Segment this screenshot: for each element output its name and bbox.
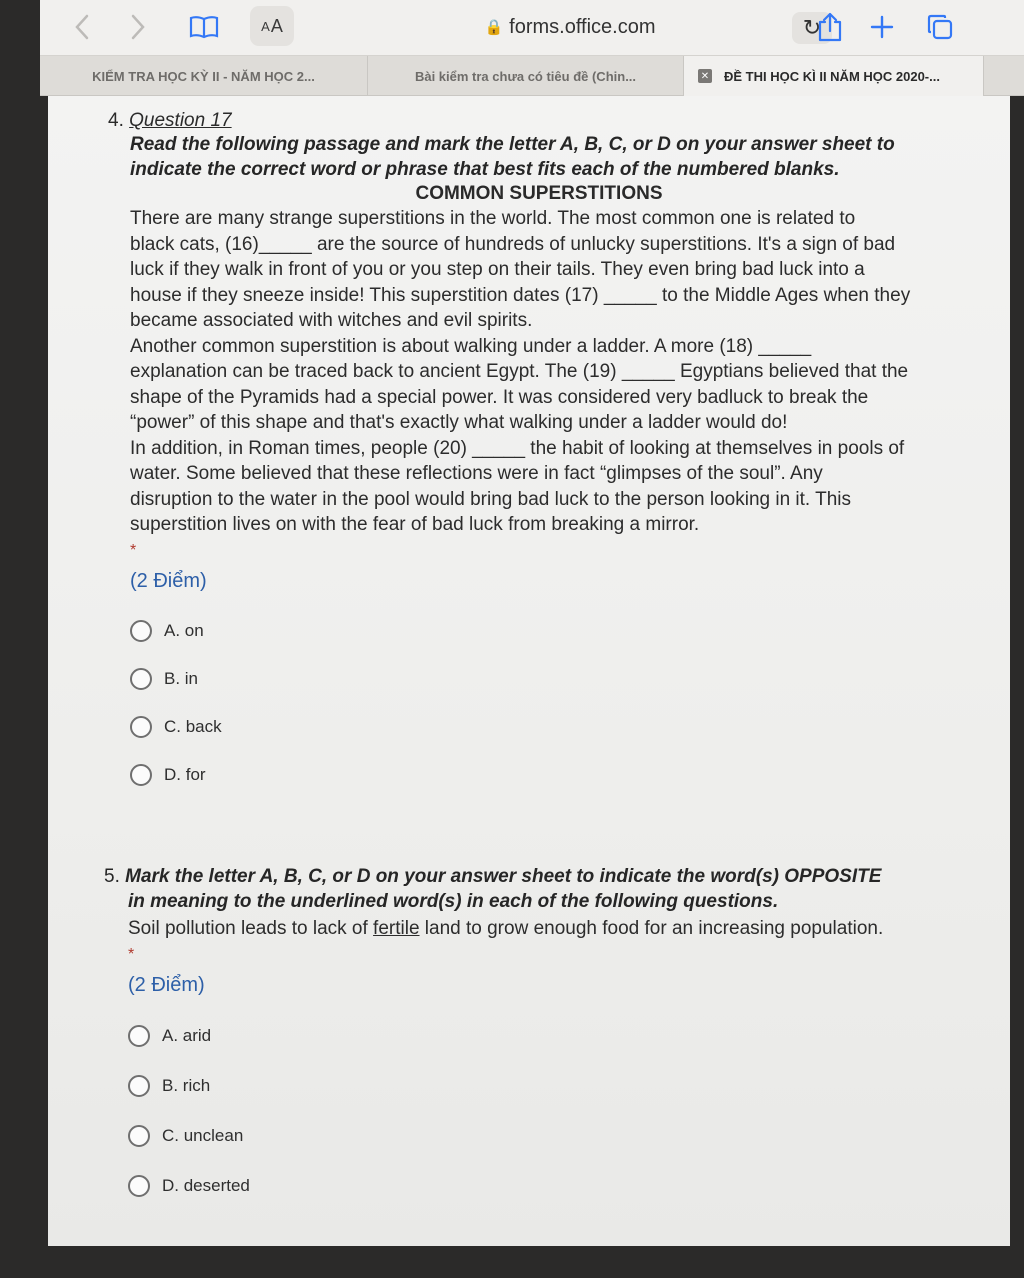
passage-line: shape of the Pyramids had a special power. It was considered very badluck to break the (130, 386, 869, 408)
back-icon[interactable] (62, 10, 102, 44)
radio-button[interactable] (128, 1125, 150, 1147)
options-group (130, 607, 948, 799)
question-4 (108, 110, 948, 799)
option-c[interactable] (128, 1111, 984, 1161)
option-label: C. unclean (162, 1125, 244, 1145)
option-c[interactable] (130, 703, 948, 751)
option-d[interactable] (130, 751, 948, 799)
tab-label: ĐỀ THI HỌC KÌ II NĂM HỌC 2020-... (724, 68, 940, 84)
question-number: 5. (104, 866, 120, 887)
browser-toolbar (40, 0, 1024, 56)
passage-title: COMMON SUPERSTITIONS (415, 183, 663, 204)
instruction-line-1: Read the following passage and mark the letter A, B, C, or D on your answer sheet to (130, 134, 895, 155)
question-title-link[interactable]: Question 17 (129, 110, 232, 131)
passage-line: In addition, in Roman times, people (20) _____ the habit of looking at themselves in pools of (130, 437, 905, 459)
question-5 (104, 864, 984, 1211)
tab-label: Bài kiểm tra chưa có tiêu đề (Chin... (414, 68, 637, 84)
option-label: B. rich (162, 1075, 211, 1095)
radio-button[interactable] (130, 620, 152, 642)
question-5-instruction-1 (104, 864, 984, 889)
radio-button[interactable] (130, 716, 152, 738)
option-label: C. back (164, 716, 222, 736)
option-a[interactable] (130, 607, 948, 655)
radio-button[interactable] (128, 1175, 150, 1197)
reload-icon: ↻ (802, 15, 822, 40)
required-mark: * (128, 945, 135, 963)
tabs-overview-icon[interactable] (920, 10, 960, 44)
sentence-start: Soil pollution leads to lack of (128, 918, 374, 939)
radio-button[interactable] (130, 764, 152, 786)
aa-label: A (270, 15, 283, 36)
question-number: 4. (108, 110, 124, 131)
tab-bai-kiem-tra[interactable] (368, 56, 684, 96)
instruction-text: Mark the letter A, B, C, or D on your answer sheet to indicate the word(s) OPPOSITE (125, 866, 882, 887)
passage-line: became associated with witches and evil spirits. (130, 310, 533, 331)
passage-line: disruption to the water in the pool would bring bad luck to the person looking in it. This (130, 488, 852, 510)
passage-line: explanation can be traced back to ancient Egypt. The (19) _____ Egyptians believed that the (130, 361, 909, 382)
passage-line: superstition lives on with the fear of bad luck from breaking a mirror. (130, 514, 700, 535)
option-b[interactable] (130, 655, 948, 703)
address-bar[interactable] (420, 10, 720, 44)
sentence-end: land to grow enough food for an increasing population. (419, 918, 884, 939)
new-tab-icon[interactable] (862, 10, 902, 44)
lock-icon: 🔒 (484, 19, 504, 36)
option-d[interactable] (128, 1161, 984, 1211)
option-b[interactable] (128, 1061, 984, 1111)
tab-de-thi-active[interactable] (684, 56, 984, 96)
close-tab-icon[interactable]: ✕ (698, 69, 712, 83)
passage-line: “power” of this shape and that's exactly what walking under a ladder would do! (130, 412, 788, 433)
option-label: D. deserted (162, 1175, 250, 1195)
required-mark: * (130, 541, 137, 559)
forward-icon[interactable] (118, 10, 158, 44)
passage-line: house if they sneeze inside! This superstition dates (17) _____ to the Middle Ages when they (130, 284, 911, 306)
question-sentence (128, 916, 984, 942)
points-label: (2 Điểm) (128, 973, 205, 996)
option-label: D. for (164, 764, 206, 784)
question-4-header (108, 110, 948, 132)
form-page (48, 96, 1010, 1246)
reader-settings-button[interactable] (250, 6, 294, 46)
tab-bar (40, 56, 1024, 96)
option-a[interactable] (128, 1011, 984, 1061)
option-label: A. arid (162, 1025, 212, 1045)
url-text: forms.office.com (509, 15, 656, 38)
tab-kiem-tra[interactable] (40, 56, 368, 96)
option-label: B. in (164, 668, 199, 688)
passage-line: Another common superstition is about walking under a ladder. A more (18) _____ (130, 335, 812, 357)
options-group (128, 1011, 984, 1211)
share-icon[interactable] (810, 10, 850, 44)
underlined-word: fertile (373, 918, 420, 939)
instruction-line-2: in meaning to the underlined word(s) in each of the following questions. (128, 891, 779, 912)
radio-button[interactable] (130, 668, 152, 690)
radio-button[interactable] (128, 1025, 150, 1047)
radio-button[interactable] (128, 1075, 150, 1097)
passage-line: luck if they walk in front of you or you step on their tails. They even bring bad luck into a (130, 259, 865, 280)
passage-line: black cats, (16)_____ are the source of hundreds of unlucky superstitions. It's a sign of bad (130, 233, 896, 255)
instruction-line-2: indicate the correct word or phrase that best fits each of the numbered blanks. (130, 159, 840, 180)
bookmarks-icon[interactable] (184, 10, 224, 44)
passage-line: water. Some believed that these reflections were in fact “glimpses of the soul”. Any (130, 463, 823, 484)
aa-small-letter: A (261, 18, 270, 34)
passage-line: There are many strange superstitions in the world. The most common one is related to (130, 208, 856, 229)
points-label: (2 Điểm) (130, 569, 207, 592)
option-label: A. on (164, 620, 204, 640)
tab-label: KIỂM TRA HỌC KỲ II - NĂM HỌC 2... (92, 68, 315, 84)
